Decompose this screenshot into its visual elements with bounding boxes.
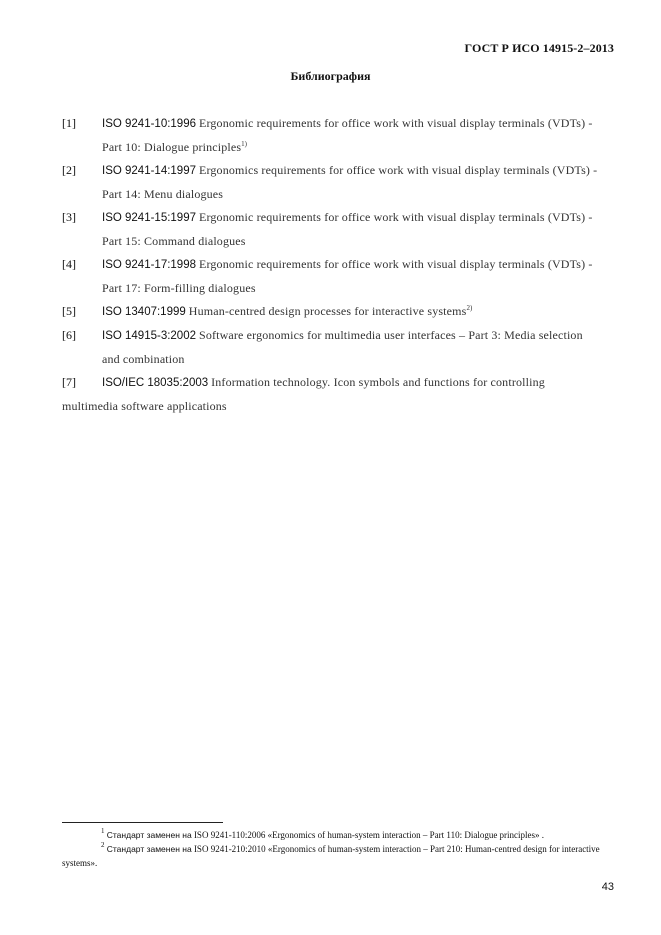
entry-number: [2] (62, 163, 76, 177)
footnote (62, 842, 612, 870)
standard-code: ISO 13407:1999 (102, 306, 186, 318)
standard-title: Ergonomics requirements for office work with visual display terminals (VDTs) - Part 14: Menu dialogues (102, 163, 598, 201)
standard-code: ISO 9241-10:1996 (102, 118, 196, 130)
bibliography-entry (62, 159, 602, 206)
standard-title: Ergonomic requirements for office work with visual display terminals (VDTs) - Part 10: Dialogue principles (102, 116, 593, 154)
standard-title: Ergonomic requirements for office work with visual display terminals (VDTs) - Part 15: Command dialogues (102, 210, 593, 248)
footnote (62, 828, 612, 842)
footnote-lead: Стандарт заменен на (106, 844, 192, 854)
footnote-text: ISO 9241-110:2006 «Ergonomics of human-system interaction – Part 110: Dialogue principles» . (193, 830, 545, 840)
standard-code: ISO/IEC 18035:2003 (102, 377, 209, 389)
entry-number: [5] (62, 304, 76, 318)
page-title: Библиография (290, 69, 371, 83)
bibliography-entry (62, 253, 602, 300)
standard-title: Human-centred design processes for interactive systems (188, 304, 467, 318)
bibliography-entry (62, 206, 602, 253)
bibliography-list (62, 112, 602, 418)
entry-number: [6] (62, 328, 76, 342)
bibliography-entry (62, 324, 602, 371)
standard-code: ISO 9241-14:1997 (102, 165, 196, 177)
page-number: 43 (601, 881, 614, 893)
bibliography-entry (62, 300, 602, 324)
standard-code: ISO 9241-17:1998 (102, 259, 196, 271)
footnote-mark: 2 (101, 841, 105, 849)
footnote-separator (62, 822, 223, 823)
bibliography-entry (62, 371, 602, 418)
footnote-mark: 1 (101, 827, 105, 835)
entry-number: [3] (62, 210, 76, 224)
standard-title: Information technology. Icon symbols and functions for controlling multimedia software applications (62, 375, 545, 413)
entry-number: [1] (62, 116, 76, 130)
standard-title: Software ergonomics for multimedia user interfaces – Part 3: Media selection and combination (102, 328, 583, 366)
entry-number: [4] (62, 257, 76, 271)
standard-code: ISO 14915-3:2002 (102, 330, 196, 342)
bibliography-entry (62, 112, 602, 159)
footnote-reference: 2) (466, 304, 473, 312)
entry-number: [7] (62, 375, 76, 389)
standard-code: ISO 9241-15:1997 (102, 212, 196, 224)
footnote-reference: 1) (241, 140, 248, 148)
standard-title: Ergonomic requirements for office work with visual display terminals (VDTs) - Part 17: Form-filling dialogues (102, 257, 593, 295)
footnote-lead: Стандарт заменен на (106, 830, 192, 840)
footnote-text: ISO 9241-210:2010 «Ergonomics of human-system interaction – Part 210: Human-centred design for interactive systems». (62, 844, 600, 868)
footnotes (62, 828, 612, 870)
standard-code-header: ГОСТ Р ИСО 14915-2–2013 (464, 41, 614, 55)
